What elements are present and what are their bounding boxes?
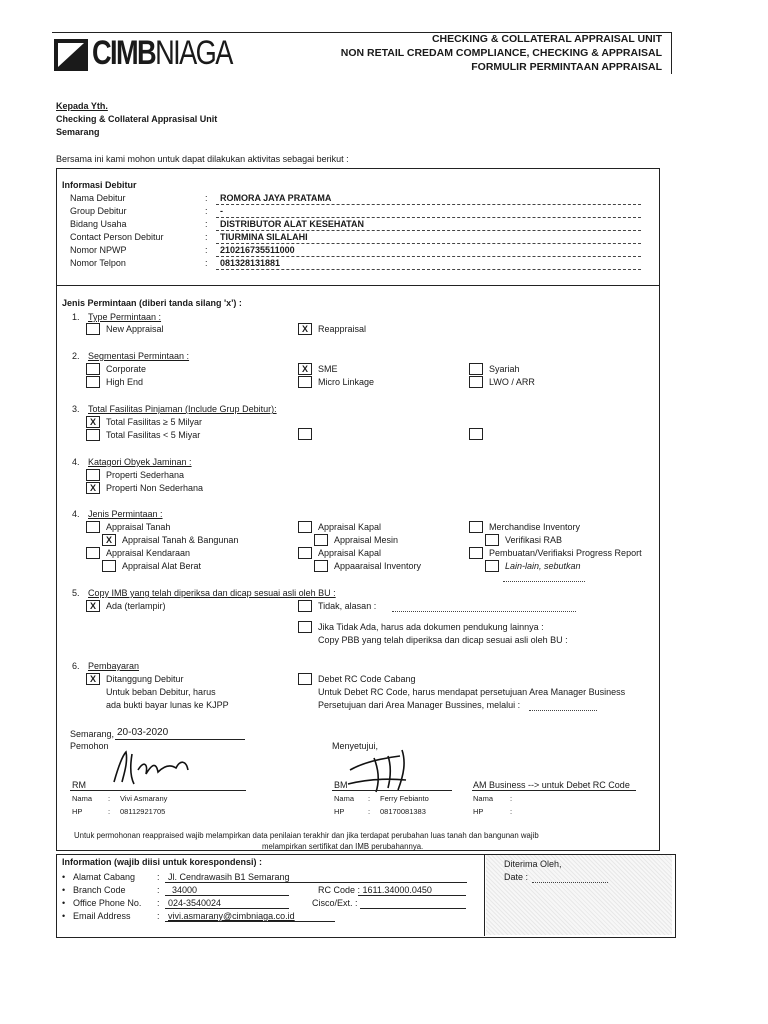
sederhana-checkbox[interactable]	[86, 469, 100, 481]
appraisal-tanah-bangunan-checkbox[interactable]: X	[102, 534, 116, 546]
debtor-label-group: Group Debitur	[70, 206, 127, 216]
appraisal-kendaraan-checkbox[interactable]	[86, 547, 100, 559]
bm-hp-label: HP	[334, 807, 345, 816]
lain-lain-label: Lain-lain, sebutkan	[505, 561, 581, 571]
appraisal-kapal-2-label: Appraisal Kapal	[318, 548, 382, 558]
branch-label: Branch Code	[73, 885, 126, 895]
sme-checkbox[interactable]: X	[298, 363, 312, 375]
appraisal-kapal-2-checkbox[interactable]	[298, 547, 312, 559]
debet-rc-label: Debet RC Code Cabang	[318, 674, 416, 684]
appraisal-alat-berat-checkbox[interactable]	[102, 560, 116, 572]
am-nama-label: Nama	[473, 794, 494, 803]
debtor-title: Informasi Debitur	[62, 180, 137, 190]
syariah-label: Syariah	[489, 364, 520, 374]
lwo-checkbox[interactable]	[469, 376, 483, 388]
appraisal-alat-berat-label: Appraisal Alat Berat	[122, 561, 202, 571]
sign-date-label: Semarang,	[70, 729, 115, 739]
debtor-underline	[216, 269, 641, 270]
phone-line	[165, 908, 289, 909]
am-label: AM Business --> untuk Debet RC Code	[473, 780, 630, 790]
alamat-line	[165, 882, 467, 883]
lain-lain-checkbox[interactable]	[485, 560, 499, 572]
progress-report-checkbox[interactable]	[469, 547, 483, 559]
debtor-underline	[216, 204, 641, 205]
appraisal-inventory-label: Appaaraisal Inventory	[334, 561, 422, 571]
bm-label: BM	[334, 780, 348, 790]
appraisal-tanah-checkbox[interactable]	[86, 521, 100, 533]
bullet: •	[62, 885, 66, 895]
debtor-label-name: Nama Debitur	[70, 193, 126, 203]
bm-hp-colon: :	[368, 807, 371, 816]
imb-tidak-underline	[392, 611, 576, 612]
am-nama-colon: :	[510, 794, 513, 803]
rm-hp-colon: :	[108, 807, 111, 816]
s4a-num: 4.	[72, 457, 80, 467]
highend-checkbox[interactable]	[86, 376, 100, 388]
s1-num: 1.	[72, 312, 80, 322]
imb-ada-checkbox[interactable]: X	[86, 600, 100, 612]
rm-signature	[104, 748, 214, 788]
debtor-value-phone[interactable]: 081328131881	[220, 258, 281, 268]
new-appraisal-checkbox[interactable]	[86, 323, 100, 335]
bm-name: Ferry Febianto	[380, 794, 429, 803]
lain-lain-underline	[503, 581, 585, 582]
rm-sign-line	[70, 790, 246, 791]
sign-date-line	[115, 739, 245, 740]
bullet: •	[62, 872, 66, 882]
debtor-colon: :	[205, 245, 208, 255]
jika-tidak-checkbox[interactable]	[298, 621, 312, 633]
am-hp-colon: :	[510, 807, 513, 816]
s5-num: 5.	[72, 588, 80, 598]
progress-report-label: Pembuatan/Verifiaksi Progress Report	[489, 548, 642, 558]
lwo-label: LWO / ARR	[489, 377, 535, 387]
rm-label: RM	[72, 780, 86, 790]
bm-signature	[344, 744, 434, 796]
appraisal-tanah-label: Appraisal Tanah	[106, 522, 171, 532]
debet-rc-underline	[529, 710, 597, 711]
debet-rc-line-2: Persetujuan dari Area Manager Bussines, melalui :	[318, 700, 521, 710]
header-right-border	[671, 32, 672, 74]
debtor-label-contact: Contact Person Debitur	[70, 232, 164, 242]
ditanggung-label: Ditanggung Debitur	[106, 674, 184, 684]
nonsederhana-label: Properti Non Sederhana	[106, 483, 204, 493]
debtor-value-contact[interactable]: TIURMINA SILALAHI	[220, 232, 308, 242]
cimb-logo-icon	[54, 39, 88, 71]
appraisal-kapal-label: Appraisal Kapal	[318, 522, 382, 532]
phone-colon: :	[157, 898, 160, 908]
date-underline	[532, 882, 608, 883]
rm-name: Vivi Asmarany	[120, 794, 168, 803]
appraisal-tanah-bangunan-label: Appraisal Tanah & Bangunan	[122, 535, 239, 545]
nonsederhana-checkbox[interactable]: X	[86, 482, 100, 494]
phone-value[interactable]: 024-3540024	[168, 898, 222, 908]
debtor-label-business: Bidang Usaha	[70, 219, 127, 229]
bm-sign-line	[332, 790, 452, 791]
cisco-line	[360, 908, 466, 909]
verifikasi-rab-checkbox[interactable]	[485, 534, 499, 546]
rm-hp-label: HP	[72, 807, 83, 816]
pemohon-label: Pemohon	[70, 741, 109, 751]
appraisal-mesin-checkbox[interactable]	[314, 534, 328, 546]
bm-nama-colon: :	[368, 794, 371, 803]
syariah-checkbox[interactable]	[469, 363, 483, 375]
ge5-checkbox[interactable]: X	[86, 416, 100, 428]
branch-line	[165, 895, 289, 896]
info-divider	[484, 855, 485, 936]
verifikasi-rab-label: Verifikasi RAB	[505, 535, 563, 545]
lt5-checkbox[interactable]	[86, 429, 100, 441]
email-colon: :	[157, 911, 160, 921]
rm-nama-colon: :	[108, 794, 111, 803]
note-line-1: Untuk permohonan reappraised wajib melampirkan data penilaian terakhir dan jika terdapat perubahan luas tanah dan bangunan wajib	[74, 831, 539, 840]
rc-line	[358, 895, 466, 896]
debtor-underline	[216, 217, 641, 218]
debtor-value-business[interactable]: DISTRIBUTOR ALAT KESEHATAN	[220, 219, 364, 229]
note-line-2: melampirkan sertifikat dan IMB perubahannya.	[262, 842, 424, 851]
s2-title: Segmentasi Permintaan :	[88, 351, 190, 361]
imb-tidak-label: Tidak, alasan :	[318, 601, 377, 611]
debtor-colon: :	[205, 219, 208, 229]
cisco-label: Cisco/Ext. :	[312, 898, 358, 908]
debtor-underline	[216, 256, 641, 257]
alamat-label: Alamat Cabang	[73, 872, 136, 882]
header-line-1: CHECKING & COLLATERAL APPRAISAL UNIT	[431, 33, 662, 45]
bm-nama-label: Nama	[334, 794, 355, 803]
imb-ada-label: Ada (terlampir)	[106, 601, 166, 611]
addressee-to: Kepada Yth.	[56, 101, 108, 111]
s4a-title: Katagori Obyek Jaminan :	[88, 457, 192, 467]
s3-title: Total Fasilitas Pinjaman (Include Grup Debitur):	[88, 404, 277, 414]
s3-num: 3.	[72, 404, 80, 414]
alamat-colon: :	[157, 872, 160, 882]
copy-pbb-label: Copy PBB yang telah diperiksa dan dicap sesuai asli oleh BU :	[318, 635, 568, 645]
debtor-underline	[216, 230, 641, 231]
corporate-checkbox[interactable]	[86, 363, 100, 375]
bullet: •	[62, 911, 66, 921]
s6-num: 6.	[72, 661, 80, 671]
appraisal-kapal-checkbox[interactable]	[298, 521, 312, 533]
untuk-beban-line-2: ada bukti bayar lunas ke KJPP	[106, 700, 229, 710]
s2-num: 2.	[72, 351, 80, 361]
rc-code[interactable]: RC Code : 1611.34000.0450	[318, 885, 432, 895]
new-appraisal-label: New Appraisal	[106, 324, 164, 334]
intro-text: Bersama ini kami mohon untuk dapat dilakukan aktivitas sebagai berikut :	[56, 154, 349, 164]
addressee-city: Semarang	[56, 127, 100, 137]
rm-hp: 08112921705	[120, 807, 166, 816]
appraisal-inventory-checkbox[interactable]	[314, 560, 328, 572]
branch-colon: :	[157, 885, 160, 895]
jika-tidak-label: Jika Tidak Ada, harus ada dokumen pendukung lainnya :	[318, 622, 544, 632]
ditanggung-checkbox[interactable]: X	[86, 673, 100, 685]
am-hp-label: HP	[473, 807, 484, 816]
header-line-3: FORMULIR PERMINTAAN APPRAISAL	[471, 61, 662, 73]
reappraisal-label: Reappraisal	[318, 324, 367, 334]
debtor-label-npwp: Nomor NPWP	[70, 245, 127, 255]
sederhana-label: Properti Sederhana	[106, 470, 185, 480]
s6-title: Pembayaran	[88, 661, 140, 671]
debet-rc-checkbox[interactable]	[298, 673, 312, 685]
email-value[interactable]: vivi.asmarany@cimbniaga.co.id	[168, 911, 295, 921]
appraisal-mesin-label: Appraisal Mesin	[334, 535, 399, 545]
corporate-label: Corporate	[106, 364, 147, 374]
reappraisal-checkbox[interactable]: X	[298, 323, 312, 335]
email-line	[165, 921, 335, 922]
micro-label: Micro Linkage	[318, 377, 375, 387]
am-sign-line	[472, 790, 636, 791]
merchandise-checkbox[interactable]	[469, 521, 483, 533]
debtor-value-npwp[interactable]: 210216735511000	[220, 245, 295, 255]
debtor-colon: :	[205, 232, 208, 242]
merchandise-label: Merchandise Inventory	[489, 522, 581, 532]
cimb-logo: CIMBNIAGA	[92, 34, 232, 72]
debtor-label-phone: Nomor Telpon	[70, 258, 126, 268]
branch-value[interactable]: 34000	[172, 885, 198, 895]
diterima-label: Diterima Oleh,	[504, 859, 562, 869]
request-title: Jenis Permintaan (diberi tanda silang 'x') :	[62, 298, 242, 308]
debtor-colon: :	[205, 258, 208, 268]
debet-rc-line-1: Untuk Debet RC Code, harus mendapat persetujuan Area Manager Business	[318, 687, 626, 697]
menyetujui-label: Menyetujui,	[332, 741, 379, 751]
bullet: •	[62, 898, 66, 908]
s4b-title: Jenis Permintaan :	[88, 509, 163, 519]
phone-label: Office Phone No.	[73, 898, 142, 908]
alamat-value[interactable]: Jl. Cendrawasih B1 Semarang	[168, 872, 290, 882]
debtor-value-name[interactable]: ROMORA JAYA PRATAMA	[220, 193, 332, 203]
appraisal-kendaraan-label: Appraisal Kendaraan	[106, 548, 191, 558]
debtor-value-group[interactable]: -	[220, 206, 223, 216]
sme-label: SME	[318, 364, 338, 374]
info-title: Information (wajib diisi untuk korespondensi) :	[62, 857, 263, 867]
lt5-label: Total Fasilitas < 5 Miyar	[106, 430, 201, 440]
header-line-2: NON RETAIL CREDAM COMPLIANCE, CHECKING & APPRAISAL	[340, 47, 662, 59]
debtor-colon: :	[205, 193, 208, 203]
s3-extra-checkbox[interactable]	[298, 428, 312, 440]
date-label: Date :	[504, 872, 529, 882]
untuk-beban-line-1: Untuk beban Debitur, harus	[106, 687, 216, 697]
imb-tidak-checkbox[interactable]	[298, 600, 312, 612]
s1-title: Type Permintaan :	[88, 312, 162, 322]
debtor-colon: :	[205, 206, 208, 216]
s3-extra-checkbox[interactable]	[469, 428, 483, 440]
rm-nama-label: Nama	[72, 794, 93, 803]
s5-title: Copy IMB yang telah diperiksa dan dicap sesuai asli oleh BU :	[88, 588, 336, 598]
highend-label: High End	[106, 377, 144, 387]
addressee-unit: Checking & Collateral Apprasisal Unit	[56, 114, 218, 124]
email-label: Email Address	[73, 911, 131, 921]
bm-hp: 08170081383	[380, 807, 426, 816]
sign-date[interactable]: 20-03-2020	[117, 727, 169, 738]
debtor-underline	[216, 243, 641, 244]
ge5-label: Total Fasilitas ≥ 5 Milyar	[106, 417, 202, 427]
s4b-num: 4.	[72, 509, 80, 519]
micro-checkbox[interactable]	[298, 376, 312, 388]
